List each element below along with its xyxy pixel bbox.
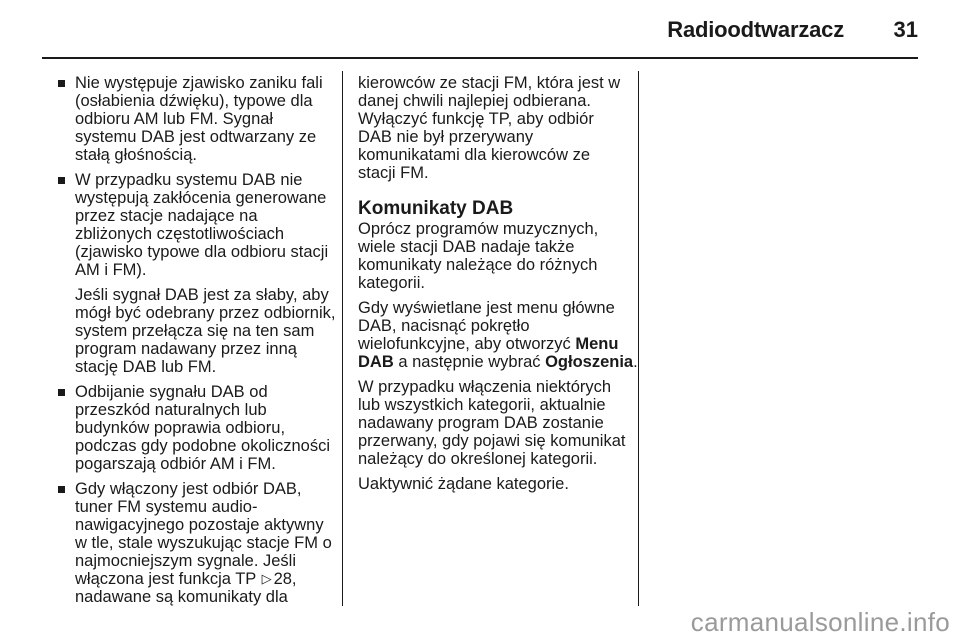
column-divider-right: [638, 71, 639, 606]
bullet-item-interference: W przypadku systemu DAB nie występują zakłócenia generowane przez stacje nadające na zbliżonych częstotliwościach (zjawisko typowe dla odbioru stacji AM i FM).: [58, 171, 338, 279]
menu-label: Menu: [575, 335, 619, 353]
bullet-item-reflection: Odbijanie sygnału DAB od przeszkód naturalnych lub budynków poprawia odbioru, podczas gdy podobne okoliczności pogarszają odbiór AM i FM.: [58, 383, 338, 473]
intro-paragraph: Oprócz programów muzycznych, wiele stacji DAB nadaje także komunikaty należące do różnych kategorii.: [358, 220, 599, 292]
column-divider-left: [342, 71, 343, 606]
left-column: [58, 74, 338, 613]
weak-signal-paragraph: Jeśli sygnał DAB jest za słaby, aby mógł być odebrany przez odbiornik, system przełącza się na ten sam program nadawany przez inną stację DAB lub FM.: [75, 286, 336, 376]
page-number: 31: [893, 17, 918, 42]
dab-label: DAB: [358, 353, 394, 371]
page-title: Radioodtwarzacz: [667, 17, 844, 42]
bullet-square-icon: [58, 486, 65, 493]
page-header: [0, 0, 960, 64]
interruption-paragraph: W przypadku włączenia niektórych lub wszystkich kategorii, aktualnie nadawany program DAB zostanie przerwany, gdy pojawi się komunikat należący do określonej kategorii.: [358, 378, 626, 468]
bullet-square-icon: [58, 389, 65, 396]
bullet-square-icon: [58, 177, 65, 184]
bullet-item-fading: Nie występuje zjawisko zaniku fali (osłabienia dźwięku), typowe dla odbioru AM lub FM. Sygnał systemu DAB jest odtwarzany ze stałą głośnością.: [58, 74, 338, 164]
menu-instruction-paragraph: Gdy wyświetlane jest menu główne DAB, nacisnąć pokrętło wielofunkcyjne, aby otworzyć Menu DAB a następnie wybrać Ogłoszenia.: [358, 299, 638, 371]
page-reference-arrow-icon: ▷: [261, 571, 272, 586]
bullet-square-icon: [58, 80, 65, 87]
continued-paragraph: kierowców ze stacji FM, która jest w danej chwili najlepiej odbierana. Wyłączyć funkcję TP, aby odbiór DAB nie był przerywany komunikatami dla kierowców ze stacji FM.: [358, 74, 621, 182]
page-reference-link[interactable]: 28,: [273, 570, 297, 588]
watermark: carmanualsonline.info: [690, 607, 950, 637]
announcements-label: Ogłoszenia: [545, 353, 634, 371]
header-rule: [42, 57, 918, 59]
section-heading: Komunikaty DAB: [358, 198, 514, 219]
bullet-item-fm-tuner: Gdy włączony jest odbiór DAB, tuner FM systemu audio- nawigacyjnego pozostaje aktywny w tle, stale wyszukując stacje FM o najmocniejszym sygnale. Jeśli włączona jest funkcja TP ▷ 28, nadawane są komunikaty dla: [58, 480, 338, 606]
activate-paragraph: Uaktywnić żądane kategorie.: [358, 475, 569, 493]
right-column: [358, 74, 638, 500]
